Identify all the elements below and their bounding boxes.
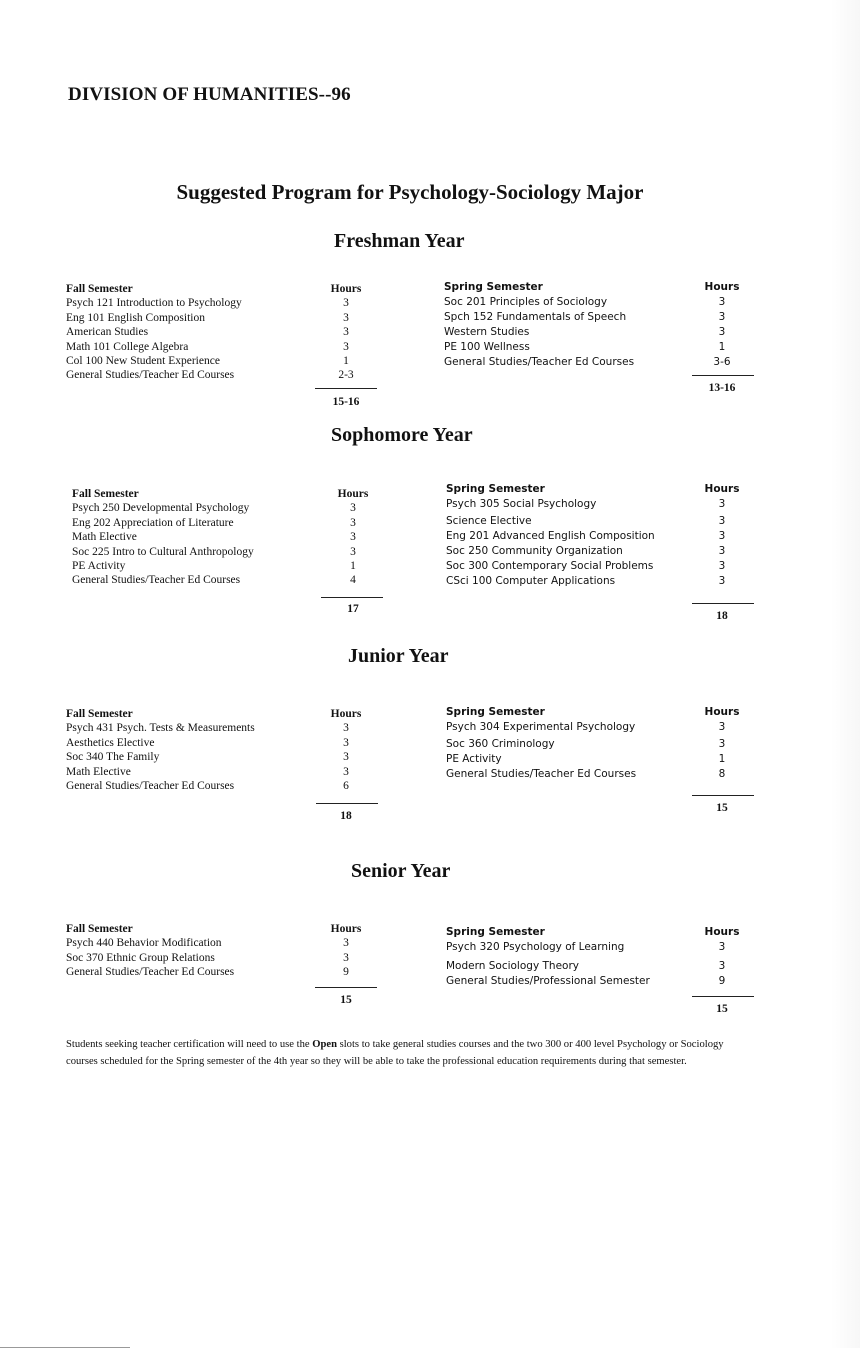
course-hours: 1 — [343, 355, 349, 368]
sophomore-fall-total: 17 — [347, 603, 359, 615]
course-hours: 3 — [343, 736, 349, 749]
total-divider — [692, 996, 754, 997]
course-name: Col 100 New Student Experience — [66, 355, 220, 368]
course-hours: 4 — [350, 574, 356, 587]
course-name: PE Activity — [446, 753, 502, 765]
course-name: Western Studies — [444, 326, 530, 338]
course-name: Psych 305 Social Psychology — [446, 498, 597, 510]
spring-semester-heading: Spring Semester — [446, 706, 545, 718]
freshman-spring-total: 13-16 — [708, 382, 736, 394]
course-hours: 8 — [718, 768, 726, 780]
course-name: General Studies/Teacher Ed Courses — [66, 966, 235, 979]
total-divider — [315, 388, 377, 389]
course-name: PE 100 Wellness — [444, 341, 530, 353]
course-name: General Studies/Teacher Ed Courses — [444, 356, 635, 368]
course-hours: 3 — [718, 515, 726, 527]
course-hours: 3 — [343, 326, 349, 339]
senior-fall-total: 15 — [340, 994, 352, 1006]
course-name: Aesthetics Elective — [66, 736, 155, 749]
course-name: General Studies/Teacher Ed Courses — [72, 574, 241, 587]
course-name: General Studies/Professional Semester — [446, 975, 650, 987]
total-divider — [692, 795, 754, 796]
junior-spring-total: 15 — [716, 802, 728, 814]
course-hours: 3 — [343, 340, 349, 353]
course-name: Soc 250 Community Organization — [446, 545, 623, 557]
program-title: Suggested Program for Psychology-Sociology Major — [176, 180, 644, 204]
course-hours: 3 — [343, 765, 349, 778]
course-hours: 3 — [350, 531, 356, 544]
senior-spring-courses — [446, 925, 650, 989]
course-hours: 3 — [718, 326, 726, 338]
course-hours: 3 — [350, 545, 356, 558]
hours-heading: Hours — [330, 923, 362, 935]
course-hours: 3 — [343, 951, 349, 964]
course-name: Math Elective — [66, 765, 131, 778]
course-name: Psych 320 Psychology of Learning — [446, 941, 625, 953]
course-hours: 3 — [718, 498, 726, 510]
hours-heading: Hours — [704, 483, 740, 495]
junior-fall-hours — [311, 707, 381, 793]
course-name: General Studies/Teacher Ed Courses — [446, 768, 637, 780]
course-name: Psych 304 Experimental Psychology — [446, 721, 636, 733]
freshman-fall-hours — [311, 282, 381, 383]
junior-fall-total: 18 — [340, 810, 352, 822]
course-name: Soc 225 Intro to Cultural Anthropology — [72, 545, 254, 558]
junior-year-title: Junior Year — [348, 645, 449, 667]
course-hours: 1 — [350, 560, 356, 573]
course-name: Soc 340 The Family — [66, 751, 160, 764]
fall-semester-heading: Fall Semester — [66, 283, 133, 295]
course-name: CSci 100 Computer Applications — [446, 575, 616, 587]
course-name: Psych 121 Introduction to Psychology — [66, 297, 242, 310]
course-hours: 3 — [350, 502, 356, 515]
course-hours: 3 — [718, 721, 726, 733]
course-hours: 3 — [718, 575, 726, 587]
course-name: Math Elective — [72, 531, 137, 544]
course-name: Eng 101 English Composition — [66, 311, 205, 324]
total-divider — [692, 375, 754, 376]
total-divider — [315, 987, 377, 988]
course-hours: 9 — [343, 966, 349, 979]
course-name: Soc 300 Contemporary Social Problems — [446, 560, 654, 572]
course-name: American Studies — [66, 326, 149, 339]
course-name: Math 101 College Algebra — [66, 340, 189, 353]
sophomore-spring-courses — [446, 482, 655, 589]
freshman-year-title: Freshman Year — [334, 230, 465, 252]
note-text-end: slots to take general studies courses and the two 300 or 400 level Psychology or Sociology courses scheduled for the Spring semester of the 4th year so they will be able to take the professional education requirements during that semester. — [66, 1039, 724, 1067]
course-hours: 1 — [718, 753, 726, 765]
division-header: DIVISION OF HUMANITIES--96 — [68, 84, 351, 105]
course-hours: 3 — [718, 311, 726, 323]
course-hours: 3 — [718, 530, 726, 542]
course-hours: 3 — [343, 937, 349, 950]
course-hours: 3 — [718, 960, 726, 972]
senior-spring-hours — [687, 925, 757, 989]
fall-semester-heading: Fall Semester — [72, 488, 139, 500]
course-hours: 3 — [718, 296, 726, 308]
sophomore-fall-hours — [318, 487, 388, 588]
course-name: Spch 152 Fundamentals of Speech — [444, 311, 627, 323]
course-hours: 3 — [718, 738, 726, 750]
course-hours: 1 — [718, 341, 726, 353]
hours-heading: Hours — [330, 708, 362, 720]
note-text-bold: Open — [312, 1039, 337, 1050]
course-name: Psych 431 Psych. Tests & Measurements — [66, 722, 255, 735]
course-hours: 3-6 — [713, 356, 731, 368]
senior-year-title: Senior Year — [351, 860, 451, 882]
course-hours: 3 — [343, 722, 349, 735]
course-name: General Studies/Teacher Ed Courses — [66, 369, 235, 382]
freshman-fall-courses — [66, 282, 242, 383]
course-name: Soc 370 Ethnic Group Relations — [66, 951, 215, 964]
hours-heading: Hours — [330, 283, 362, 295]
sophomore-fall-courses — [72, 487, 254, 588]
junior-spring-courses — [446, 705, 636, 782]
spring-semester-heading: Spring Semester — [446, 926, 545, 938]
page-edge-shadow — [830, 0, 860, 1348]
course-name: PE Activity — [72, 560, 126, 573]
course-hours: 3 — [718, 941, 726, 953]
course-hours: 3 — [718, 545, 726, 557]
fall-semester-heading: Fall Semester — [66, 708, 133, 720]
course-hours: 2-3 — [338, 369, 354, 382]
course-hours: 3 — [718, 560, 726, 572]
junior-fall-courses — [66, 707, 255, 793]
course-name: Psych 250 Developmental Psychology — [72, 502, 250, 515]
junior-spring-hours — [687, 705, 757, 782]
course-name: Psych 440 Behavior Modification — [66, 937, 222, 950]
sophomore-spring-total: 18 — [716, 610, 728, 622]
course-hours: 9 — [718, 975, 726, 987]
hours-heading: Hours — [704, 706, 740, 718]
senior-spring-total: 15 — [716, 1003, 728, 1015]
certification-note — [66, 1036, 756, 1070]
total-divider — [321, 597, 383, 598]
senior-fall-courses — [66, 922, 234, 980]
fall-semester-heading: Fall Semester — [66, 923, 133, 935]
course-hours: 3 — [343, 297, 349, 310]
hours-heading: Hours — [337, 488, 369, 500]
freshman-fall-total: 15-16 — [332, 396, 360, 408]
total-divider — [692, 603, 754, 604]
course-hours: 3 — [350, 516, 356, 529]
spring-semester-heading: Spring Semester — [444, 281, 543, 293]
total-divider — [316, 803, 378, 804]
course-hours: 6 — [343, 780, 349, 793]
course-name: General Studies/Teacher Ed Courses — [66, 780, 235, 793]
course-name: Soc 360 Criminology — [446, 738, 555, 750]
senior-fall-hours — [311, 922, 381, 980]
hours-heading: Hours — [704, 926, 740, 938]
course-hours: 3 — [343, 751, 349, 764]
freshman-spring-courses — [444, 280, 634, 370]
course-name: Eng 202 Appreciation of Literature — [72, 516, 234, 529]
course-name: Science Elective — [446, 515, 532, 527]
freshman-spring-hours — [687, 280, 757, 370]
hours-heading: Hours — [704, 281, 740, 293]
sophomore-year-title: Sophomore Year — [331, 424, 473, 446]
course-name: Modern Sociology Theory — [446, 960, 579, 972]
course-name: Soc 201 Principles of Sociology — [444, 296, 608, 308]
course-name: Eng 201 Advanced English Composition — [446, 530, 655, 542]
note-text-start: Students seeking teacher certification will need to use the — [66, 1039, 313, 1050]
course-hours: 3 — [343, 311, 349, 324]
sophomore-spring-hours — [687, 482, 757, 589]
spring-semester-heading: Spring Semester — [446, 483, 545, 495]
